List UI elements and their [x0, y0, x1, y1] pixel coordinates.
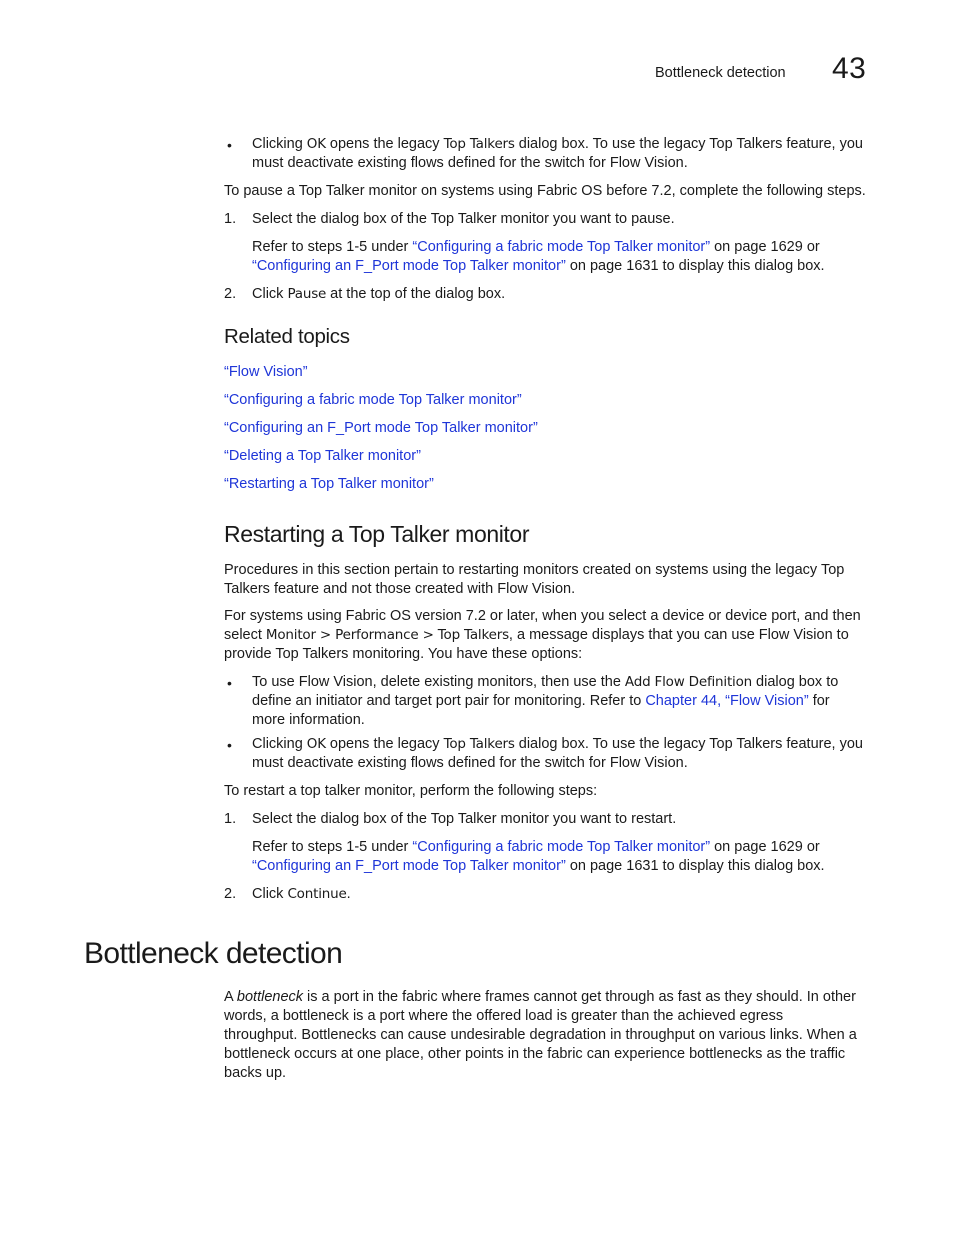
ui-label-ok: OK	[306, 736, 326, 752]
related-link-flow-vision[interactable]: “Flow Vision”	[224, 364, 308, 380]
reference-line: Refer to steps 1-5 under “Configuring a fabric mode Top Talker monitor” on page 1629 or	[252, 239, 820, 255]
related-link-configuring-fport-mode[interactable]: “Configuring an F_Port mode Top Talker monitor”	[224, 420, 538, 436]
step-text: Select the dialog box of the Top Talker monitor you want to restart.	[252, 811, 677, 827]
step-reference: Refer to steps 1-5 under “Configuring a fabric mode Top Talker monitor” on page 1629 or “Configuring an F_Port mode Top Talker monitor” on page 1631 to display this dialog box.	[252, 839, 825, 874]
restart-paragraph-2: For systems using Fabric OS version 7.2 or later, when you select a device or device port, and then select Monitor > Performance > Top Talkers, a message displays that you can use Flow Vision to provide Top Talkers monitoring. You have these options:	[224, 608, 861, 662]
ui-label-top-talkers: Top Talkers	[443, 736, 515, 752]
bullet-marker: •	[227, 137, 232, 153]
running-header-title: Bottleneck detection	[655, 65, 786, 81]
link-configuring-fabric-mode[interactable]: “Configuring a fabric mode Top Talker monitor”	[412, 239, 711, 255]
related-topics-heading: Related topics	[224, 325, 350, 348]
ui-label-pause: Pause	[287, 286, 327, 302]
step-number: 2.	[224, 286, 237, 302]
link-configuring-fabric-mode[interactable]: “Configuring a fabric mode Top Talker monitor”	[412, 839, 711, 855]
link-chapter-44-flow-vision[interactable]: Chapter 44, “Flow Vision”	[645, 693, 809, 709]
link-configuring-fport-mode[interactable]: “Configuring an F_Port mode Top Talker monitor”	[252, 858, 566, 874]
reference-line: “Configuring an F_Port mode Top Talker monitor” on page 1631 to display this dialog box.	[252, 258, 825, 274]
step-text: Click Pause at the top of the dialog box.	[252, 286, 506, 302]
chapter-number: 43	[832, 52, 867, 85]
step-number: 1.	[224, 211, 237, 227]
restart-paragraph-1: Procedures in this section pertain to restarting monitors created on systems using the legacy Top Talkers feature and not those created with Flow Vision.	[224, 562, 845, 597]
pause-intro-paragraph: To pause a Top Talker monitor on systems using Fabric OS before 7.2, complete the following steps.	[224, 183, 866, 199]
ui-label-add-flow-definition: Add Flow Definition	[624, 674, 753, 690]
bottleneck-paragraph: A bottleneck is a port in the fabric where frames cannot get through as fast as they should. In other words, a bottleneck is a port where the offered load is greater than the achieved egress throughput. Bottlenecks can cause undesirable degradation in throughput on various links. When a bottleneck occurs at one place, other points in the fabric can experience bottlenecks as the traffic backs up.	[224, 989, 857, 1081]
ui-label-continue: Continue	[287, 886, 347, 902]
ui-label-ok: OK	[306, 136, 326, 152]
related-link-deleting-monitor[interactable]: “Deleting a Top Talker monitor”	[224, 448, 421, 464]
bullet-line: must deactivate existing flows defined for the switch for Flow Vision.	[252, 155, 688, 171]
link-configuring-fport-mode[interactable]: “Configuring an F_Port mode Top Talker monitor”	[252, 258, 566, 274]
term-bottleneck: bottleneck	[236, 989, 304, 1005]
bullet-line: Clicking OK opens the legacy Top Talkers dialog box. To use the legacy Top Talkers feature, you	[252, 136, 863, 152]
bullet-item-flow-vision: To use Flow Vision, delete existing monitors, then use the Add Flow Definition dialog box to define an initiator and target port pair for monitoring. Refer to Chapter 44, “Flow Vision” for more information.	[252, 674, 839, 728]
bullet-item-ok-legacy	[252, 135, 892, 173]
step-text: Select the dialog box of the Top Talker monitor you want to pause.	[252, 211, 675, 227]
section-heading-restarting: Restarting a Top Talker monitor	[224, 521, 530, 547]
bullet-marker: •	[227, 737, 232, 753]
related-link-configuring-fabric-mode[interactable]: “Configuring a fabric mode Top Talker monitor”	[224, 392, 522, 408]
step-number: 2.	[224, 886, 237, 902]
ui-menu-path: Monitor > Performance > Top Talkers	[265, 627, 509, 643]
ui-label-top-talkers: Top Talkers	[443, 136, 515, 152]
bullet-marker: •	[227, 675, 232, 691]
restart-intro: To restart a top talker monitor, perform the following steps:	[224, 783, 598, 799]
step-text: Click Continue.	[252, 886, 351, 902]
step-number: 1.	[224, 811, 237, 827]
related-link-restarting-monitor[interactable]: “Restarting a Top Talker monitor”	[224, 476, 434, 492]
step-reference	[252, 238, 892, 276]
chapter-heading-bottleneck-detection: Bottleneck detection	[84, 937, 343, 970]
bullet-item-ok-legacy: Clicking OK opens the legacy Top Talkers dialog box. To use the legacy Top Talkers feature, you must deactivate existing flows defined for the switch for Flow Vision.	[252, 736, 863, 771]
